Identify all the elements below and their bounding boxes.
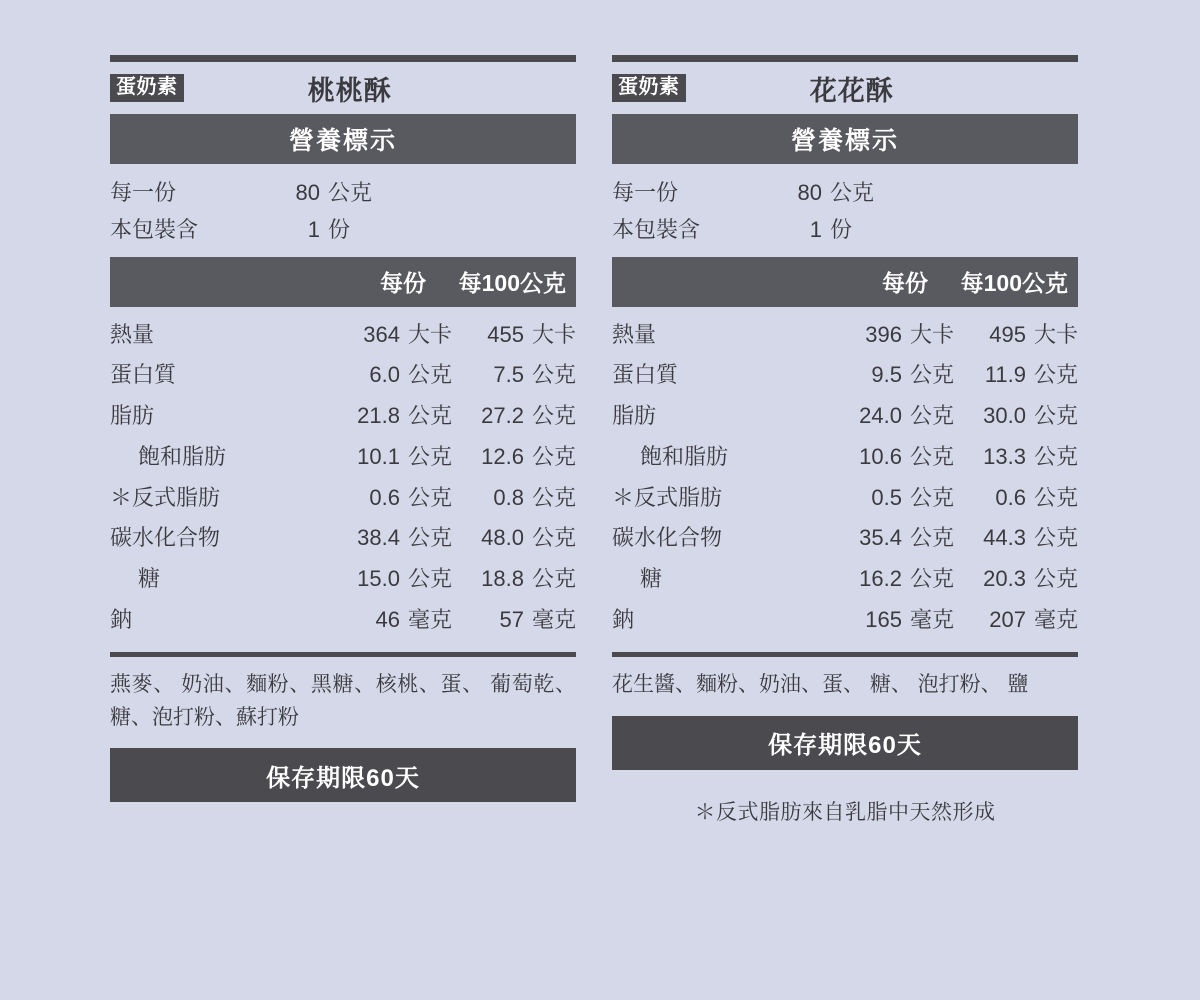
- nutrient-value-per-100g: 7.5: [493, 362, 524, 388]
- column-header-per-100g: 每100公克: [458, 270, 566, 297]
- column-header-bar: [612, 257, 1078, 307]
- nutrient-label: 蛋白質: [110, 362, 177, 388]
- nutrient-unit-per-serving: 公克: [909, 443, 954, 469]
- nutrient-label: 脂肪: [612, 403, 657, 429]
- nutrient-value-per-serving: 10.1: [357, 443, 400, 469]
- nutrient-value-per-100g: 12.6: [481, 443, 524, 469]
- nutrient-unit-per-100g: 公克: [1033, 443, 1078, 469]
- nutrient-unit-per-100g: 公克: [1033, 403, 1078, 429]
- nutrient-value-per-100g: 48.0: [481, 525, 524, 551]
- column-header-per-100g: 每100公克: [960, 270, 1068, 297]
- ingredients-text: 燕麥、 奶油、麵粉、黑糖、核桃、蛋、 葡萄乾、糖、泡打粉、蘇打粉: [110, 673, 576, 729]
- servings-per-package-unit: 份: [830, 217, 853, 243]
- product-title-row: [612, 62, 1078, 114]
- nutrient-value-per-serving: 24.0: [859, 403, 902, 429]
- nutrient-value-per-serving: 46: [375, 606, 400, 632]
- nutrient-value-per-serving: 396: [865, 321, 902, 347]
- nutrient-label: 蛋白質: [612, 362, 679, 388]
- nutrient-unit-per-serving: 公克: [407, 565, 452, 591]
- table-row: [110, 600, 576, 641]
- nutrient-value-per-serving: 16.2: [859, 565, 902, 591]
- nutrient-unit-per-serving: 公克: [407, 403, 452, 429]
- nutrient-label: 飽和脂肪: [640, 443, 729, 469]
- table-row: [612, 396, 1078, 437]
- nutrient-value-per-100g: 0.8: [493, 484, 524, 510]
- table-row: [612, 600, 1078, 641]
- table-row: [612, 437, 1078, 478]
- ingredients-text: 花生醬、麵粉、奶油、蛋、 糖、 泡打粉、 鹽: [612, 673, 1029, 697]
- nutrient-label: 鈉: [110, 606, 133, 632]
- nutrient-label: 糖: [138, 565, 161, 591]
- nutrient-unit-per-100g: 公克: [1033, 525, 1078, 551]
- nutrient-value-per-serving: 15.0: [357, 565, 400, 591]
- nutrient-value-per-serving: 6.0: [369, 362, 400, 388]
- product-name: 花花酥: [809, 75, 894, 106]
- nutrient-value-per-serving: 0.5: [871, 484, 902, 510]
- nutrient-unit-per-100g: 公克: [531, 565, 576, 591]
- nutrient-label: 糖: [640, 565, 663, 591]
- nutrient-value-per-serving: 0.6: [369, 484, 400, 510]
- table-row: [110, 518, 576, 559]
- footnote: ＊反式脂肪來自乳脂中天然形成: [694, 800, 996, 824]
- nutrition-title-bar: 營養標示: [110, 114, 576, 164]
- nutrient-label: 熱量: [110, 321, 155, 347]
- nutrient-label: 鈉: [612, 606, 635, 632]
- nutrient-value-per-serving: 35.4: [859, 525, 902, 551]
- nutrient-unit-per-serving: 毫克: [909, 606, 954, 632]
- nutrient-unit-per-serving: 大卡: [909, 321, 954, 347]
- nutrient-unit-per-serving: 毫克: [407, 606, 452, 632]
- nutrient-value-per-100g: 207: [989, 606, 1026, 632]
- serving-size-row: [110, 174, 576, 211]
- serving-size-label: 每一份: [612, 180, 679, 205]
- nutrient-value-per-serving: 10.6: [859, 443, 902, 469]
- nutrient-unit-per-100g: 公克: [1033, 362, 1078, 388]
- servings-per-package-unit: 份: [328, 217, 351, 243]
- nutrient-value-per-100g: 0.6: [995, 484, 1026, 510]
- nutrient-unit-per-serving: 公克: [909, 484, 954, 510]
- product-name: 桃桃酥: [307, 75, 392, 106]
- table-row: [612, 478, 1078, 519]
- nutrient-value-per-100g: 44.3: [983, 525, 1026, 551]
- nutrient-unit-per-100g: 大卡: [531, 321, 576, 347]
- serving-size-value: 80: [797, 180, 822, 205]
- nutrient-label: 熱量: [612, 321, 657, 347]
- serving-info: [110, 164, 576, 257]
- table-row: [110, 559, 576, 600]
- nutrient-unit-per-serving: 公克: [909, 362, 954, 388]
- nutrient-unit-per-serving: 公克: [407, 362, 452, 388]
- nutrient-unit-per-serving: 大卡: [407, 321, 452, 347]
- nutrient-label: ＊反式脂肪: [612, 484, 723, 510]
- nutrient-table: [612, 307, 1078, 647]
- nutrient-unit-per-100g: 公克: [531, 484, 576, 510]
- nutrient-value-per-100g: 495: [989, 321, 1026, 347]
- nutrient-value-per-serving: 21.8: [357, 403, 400, 429]
- nutrient-unit-per-serving: 公克: [407, 484, 452, 510]
- nutrient-unit-per-100g: 大卡: [1033, 321, 1078, 347]
- nutrient-value-per-100g: 13.3: [983, 443, 1026, 469]
- servings-per-package-value: 1: [307, 217, 320, 243]
- nutrient-unit-per-100g: 公克: [531, 362, 576, 388]
- nutrient-value-per-serving: 9.5: [871, 362, 902, 388]
- nutrient-unit-per-100g: 公克: [531, 443, 576, 469]
- nutrient-value-per-100g: 18.8: [481, 565, 524, 591]
- nutrient-unit-per-100g: 公克: [531, 403, 576, 429]
- column-header-per-serving: 每份: [380, 270, 426, 297]
- nutrient-value-per-serving: 364: [363, 321, 400, 347]
- table-row: [612, 355, 1078, 396]
- product-title-row: [110, 62, 576, 114]
- nutrient-value-per-100g: 455: [487, 321, 524, 347]
- nutrient-value-per-100g: 11.9: [984, 362, 1026, 388]
- serving-size-unit: 公克: [328, 180, 373, 205]
- nutrient-unit-per-serving: 公克: [407, 525, 452, 551]
- servings-per-package-row: [612, 211, 1078, 248]
- serving-size-row: [612, 174, 1078, 211]
- product-panel-2: [612, 55, 1078, 828]
- nutrient-value-per-100g: 20.3: [983, 565, 1026, 591]
- nutrient-label: 碳水化合物: [612, 525, 723, 551]
- nutrient-unit-per-100g: 公克: [531, 525, 576, 551]
- panel-top-rule: [110, 55, 576, 62]
- panel-top-rule: [612, 55, 1078, 62]
- servings-per-package-label: 本包裝含: [110, 217, 199, 243]
- column-header-per-serving: 每份: [882, 270, 928, 297]
- table-row: [110, 355, 576, 396]
- product-panel-1: [110, 55, 576, 828]
- servings-per-package-label: 本包裝含: [612, 217, 701, 243]
- table-row: [110, 315, 576, 356]
- servings-per-package-value: 1: [809, 217, 822, 243]
- column-header-bar: [110, 257, 576, 307]
- serving-size-unit: 公克: [830, 180, 875, 205]
- nutrient-label: 飽和脂肪: [138, 443, 227, 469]
- nutrient-value-per-100g: 27.2: [481, 403, 524, 429]
- nutrient-label: ＊反式脂肪: [110, 484, 221, 510]
- shelf-life-bar: 保存期限60天: [612, 716, 1078, 770]
- nutrient-unit-per-serving: 公克: [407, 443, 452, 469]
- nutrient-value-per-serving: 38.4: [357, 525, 400, 551]
- nutrient-value-per-serving: 165: [865, 606, 902, 632]
- nutrient-label: 碳水化合物: [110, 525, 221, 551]
- nutrient-unit-per-100g: 毫克: [1033, 606, 1078, 632]
- table-row: [612, 518, 1078, 559]
- nutrient-unit-per-serving: 公克: [909, 565, 954, 591]
- servings-per-package-row: [110, 211, 576, 248]
- serving-size-value: 80: [295, 180, 320, 205]
- nutrition-title-bar: 營養標示: [612, 114, 1078, 164]
- nutrient-unit-per-100g: 公克: [1033, 565, 1078, 591]
- nutrient-unit-per-100g: 毫克: [531, 606, 576, 632]
- table-row: [110, 396, 576, 437]
- table-row: [612, 315, 1078, 356]
- nutrient-label: 脂肪: [110, 403, 155, 429]
- nutrient-unit-per-serving: 公克: [909, 525, 954, 551]
- shelf-life-bar: 保存期限60天: [110, 748, 576, 802]
- serving-info: [612, 164, 1078, 257]
- table-row: [110, 478, 576, 519]
- nutrient-unit-per-serving: 公克: [909, 403, 954, 429]
- table-row: [612, 559, 1078, 600]
- nutrient-value-per-100g: 30.0: [983, 403, 1026, 429]
- diet-badge: 蛋奶素: [110, 74, 184, 102]
- table-row: [110, 437, 576, 478]
- diet-badge: 蛋奶素: [612, 74, 686, 102]
- serving-size-label: 每一份: [110, 180, 177, 205]
- nutrient-unit-per-100g: 公克: [1033, 484, 1078, 510]
- nutrient-value-per-100g: 57: [499, 606, 524, 632]
- nutrient-table: [110, 307, 576, 647]
